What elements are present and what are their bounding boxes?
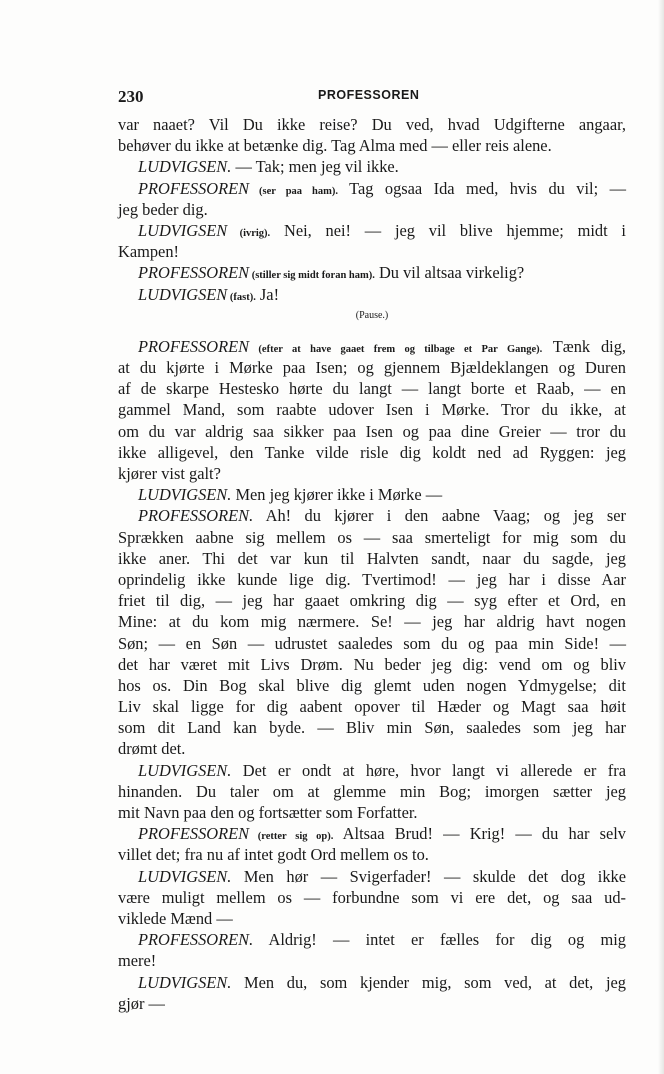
speaker-name: LUDVIGSEN — [138, 220, 228, 240]
line-text: oprindelig ikke kunde lige dig. Tvertimod! — jeg har i disse Aar — [118, 569, 626, 589]
line-text: om du var aldrig saa sikker paa Isen og paa dine Greier — tror du — [118, 421, 626, 441]
line-text: Men jeg kjører ikke i Mørke — — [231, 485, 443, 505]
speaker-name: PROFESSOREN — [138, 824, 250, 844]
text-line — [118, 696, 626, 717]
text-line — [118, 357, 626, 378]
text-line — [118, 908, 626, 929]
line-text: drømt det. — [118, 739, 186, 759]
line-text: Kampen! — [118, 242, 179, 262]
line-text: gjør — — [118, 993, 165, 1013]
line-text: Altsaa Brud! — Krig! — du har selv — [333, 824, 627, 844]
speech-line — [118, 866, 626, 887]
speech-line — [118, 929, 626, 950]
speech-line — [118, 336, 626, 357]
text-line — [118, 781, 626, 802]
text-line — [118, 675, 626, 696]
speaker-name: PROFESSOREN — [138, 263, 250, 283]
text-line — [118, 135, 626, 156]
line-text: Ja! — [255, 284, 280, 304]
speech-line — [118, 262, 626, 283]
line-text: at du kjørte i Mørke paa Isen; og gjennem Bjældeklangen og Duren — [118, 358, 626, 378]
text-line — [118, 633, 626, 654]
line-text: Ah! du kjører i den aabne Vaag; og jeg ser — [253, 506, 626, 526]
speech-line — [118, 156, 626, 177]
line-text: var naaet? Vil Du ikke reise? Du ved, hvad Udgifterne angaar, — [118, 115, 626, 134]
stage-direction: (ivrig). — [227, 227, 271, 239]
speech-line — [118, 760, 626, 781]
line-text: Tænk dig, — [542, 336, 626, 356]
page-header — [118, 87, 626, 109]
text-line — [118, 569, 626, 590]
line-text: ikke aner. Thi det var kun til Halvten sandt, naar du sagde, jeg — [118, 548, 626, 568]
line-text: — Tak; men jeg vil ikke. — [231, 157, 399, 177]
line-text: behøver du ikke at betænke dig. Tag Alma med — eller reis alene. — [118, 136, 552, 156]
page-number: 230 — [118, 87, 144, 106]
speaker-name: PROFESSOREN — [138, 178, 250, 198]
speech-line — [118, 505, 626, 526]
stage-direction: (stiller sig midt foran ham). — [249, 270, 375, 282]
speech-line — [118, 823, 626, 844]
text-line — [118, 421, 626, 442]
line-text: hos os. Din Bog skal blive dig glemt uden nogen Ydmygelse; dit — [118, 675, 626, 695]
speaker-name: LUDVIGSEN. — [138, 972, 232, 992]
text-line — [118, 887, 626, 908]
running-head: PROFESSOREN — [318, 88, 420, 102]
speech-line — [118, 220, 626, 241]
text-line — [118, 442, 626, 463]
line-text: Aldrig! — intet er fælles for dig og mig — [253, 930, 626, 950]
text-line — [118, 399, 626, 420]
speaker-name: LUDVIGSEN. — [138, 485, 232, 505]
line-text: Det er ondt at høre, hvor langt vi allerede er fra — [231, 760, 626, 780]
line-text: mit Navn paa den og fortsætter som Forfatter. — [118, 803, 418, 822]
text-line — [118, 590, 626, 611]
speaker-name: PROFESSOREN. — [138, 930, 254, 950]
text-line — [118, 802, 626, 823]
line-text: friet til dig, — jeg har gaaet omkring dig — syg efter et Ord, en — [118, 591, 626, 611]
speaker-name: LUDVIGSEN. — [138, 866, 232, 886]
text-line — [118, 738, 626, 759]
speaker-name: LUDVIGSEN. — [138, 760, 232, 780]
line-text: være muligt mellem os — forbundne som vi ere det, og saa ud- — [118, 887, 626, 907]
text-line — [118, 378, 626, 399]
stage-direction-line: (Pause.) — [355, 309, 389, 321]
line-text: det har været mit Livs Drøm. Nu beder jeg dig: vend om og bliv — [118, 654, 626, 674]
line-text: jeg beder dig. — [118, 199, 208, 219]
speech-line — [118, 178, 626, 199]
text-line — [118, 844, 626, 865]
text-line — [118, 463, 626, 484]
text-line — [118, 654, 626, 675]
stage-direction: (efter at have gaaet frem og tilbage et Par Gange). — [249, 343, 543, 355]
speaker-name: PROFESSOREN. — [138, 506, 254, 526]
speaker-name: PROFESSOREN — [138, 336, 250, 356]
line-text: Nei, nei! — jeg vil blive hjemme; midt i — [270, 220, 626, 240]
paragraph-gap — [118, 326, 626, 336]
line-text: ikke alligevel, den Tanke vilde risle dig koldt ned ad Ryggen: jeg — [118, 442, 626, 462]
line-text: Søn; — en Søn — udrustet saaledes som du og paa min Side! — — [118, 633, 626, 653]
line-text: Sprækken aabne sig mellem os — saa smerteligt for mig som du — [118, 527, 626, 547]
speaker-name: LUDVIGSEN — [138, 284, 228, 304]
play-text — [118, 114, 626, 1014]
line-text: af de skarpe Hestesko hørte du langt — langt borte et Raab, — en — [118, 379, 626, 399]
line-text: viklede Mænd — — [118, 908, 233, 928]
line-text: Tag ogsaa Ida med, hvis du vil; — — [337, 178, 626, 198]
line-text: som dit Land kan byde. — Bliv min Søn, saaledes som jeg har — [118, 718, 626, 738]
text-line — [118, 993, 626, 1014]
stage-direction: (ser paa ham). — [249, 185, 338, 197]
line-text: Men du, som kjender mig, som ved, at det, jeg — [231, 972, 626, 992]
text-line — [118, 527, 626, 548]
text-line — [118, 717, 626, 738]
speech-line — [118, 484, 626, 505]
line-text: villet det; fra nu af intet godt Ord mellem os to. — [118, 845, 429, 865]
text-line — [118, 199, 626, 220]
speech-line — [118, 284, 626, 305]
stage-direction: (retter sig op). — [249, 831, 334, 843]
speaker-name: LUDVIGSEN. — [138, 157, 232, 177]
line-text: Du vil altsaa virkelig? — [374, 263, 525, 283]
text-line — [118, 114, 626, 135]
text-line — [118, 241, 626, 262]
line-text: mere! — [118, 951, 157, 971]
line-text: Liv skal ligge for dig aabent opover til Hæder og Magt saa høit — [118, 697, 626, 717]
text-line — [118, 611, 626, 632]
text-line — [118, 950, 626, 971]
stage-direction: (fast). — [227, 291, 256, 303]
line-text: Mine: at du kom mig nærmere. Se! — jeg har aldrig havt nogen — [118, 612, 626, 632]
text-line — [118, 548, 626, 569]
line-text: hinanden. Du taler om at glemme min Bog; imorgen sætter jeg — [118, 781, 626, 801]
line-text: gammel Mand, som raabte udover Isen i Mørke. Tror du ikke, at — [118, 400, 626, 420]
line-text: Men hør — Svigerfader! — skulde det dog ikke — [231, 866, 626, 886]
speech-line — [118, 972, 626, 993]
page-edge-shadow — [658, 0, 664, 1074]
line-text: kjører vist galt? — [118, 464, 221, 483]
